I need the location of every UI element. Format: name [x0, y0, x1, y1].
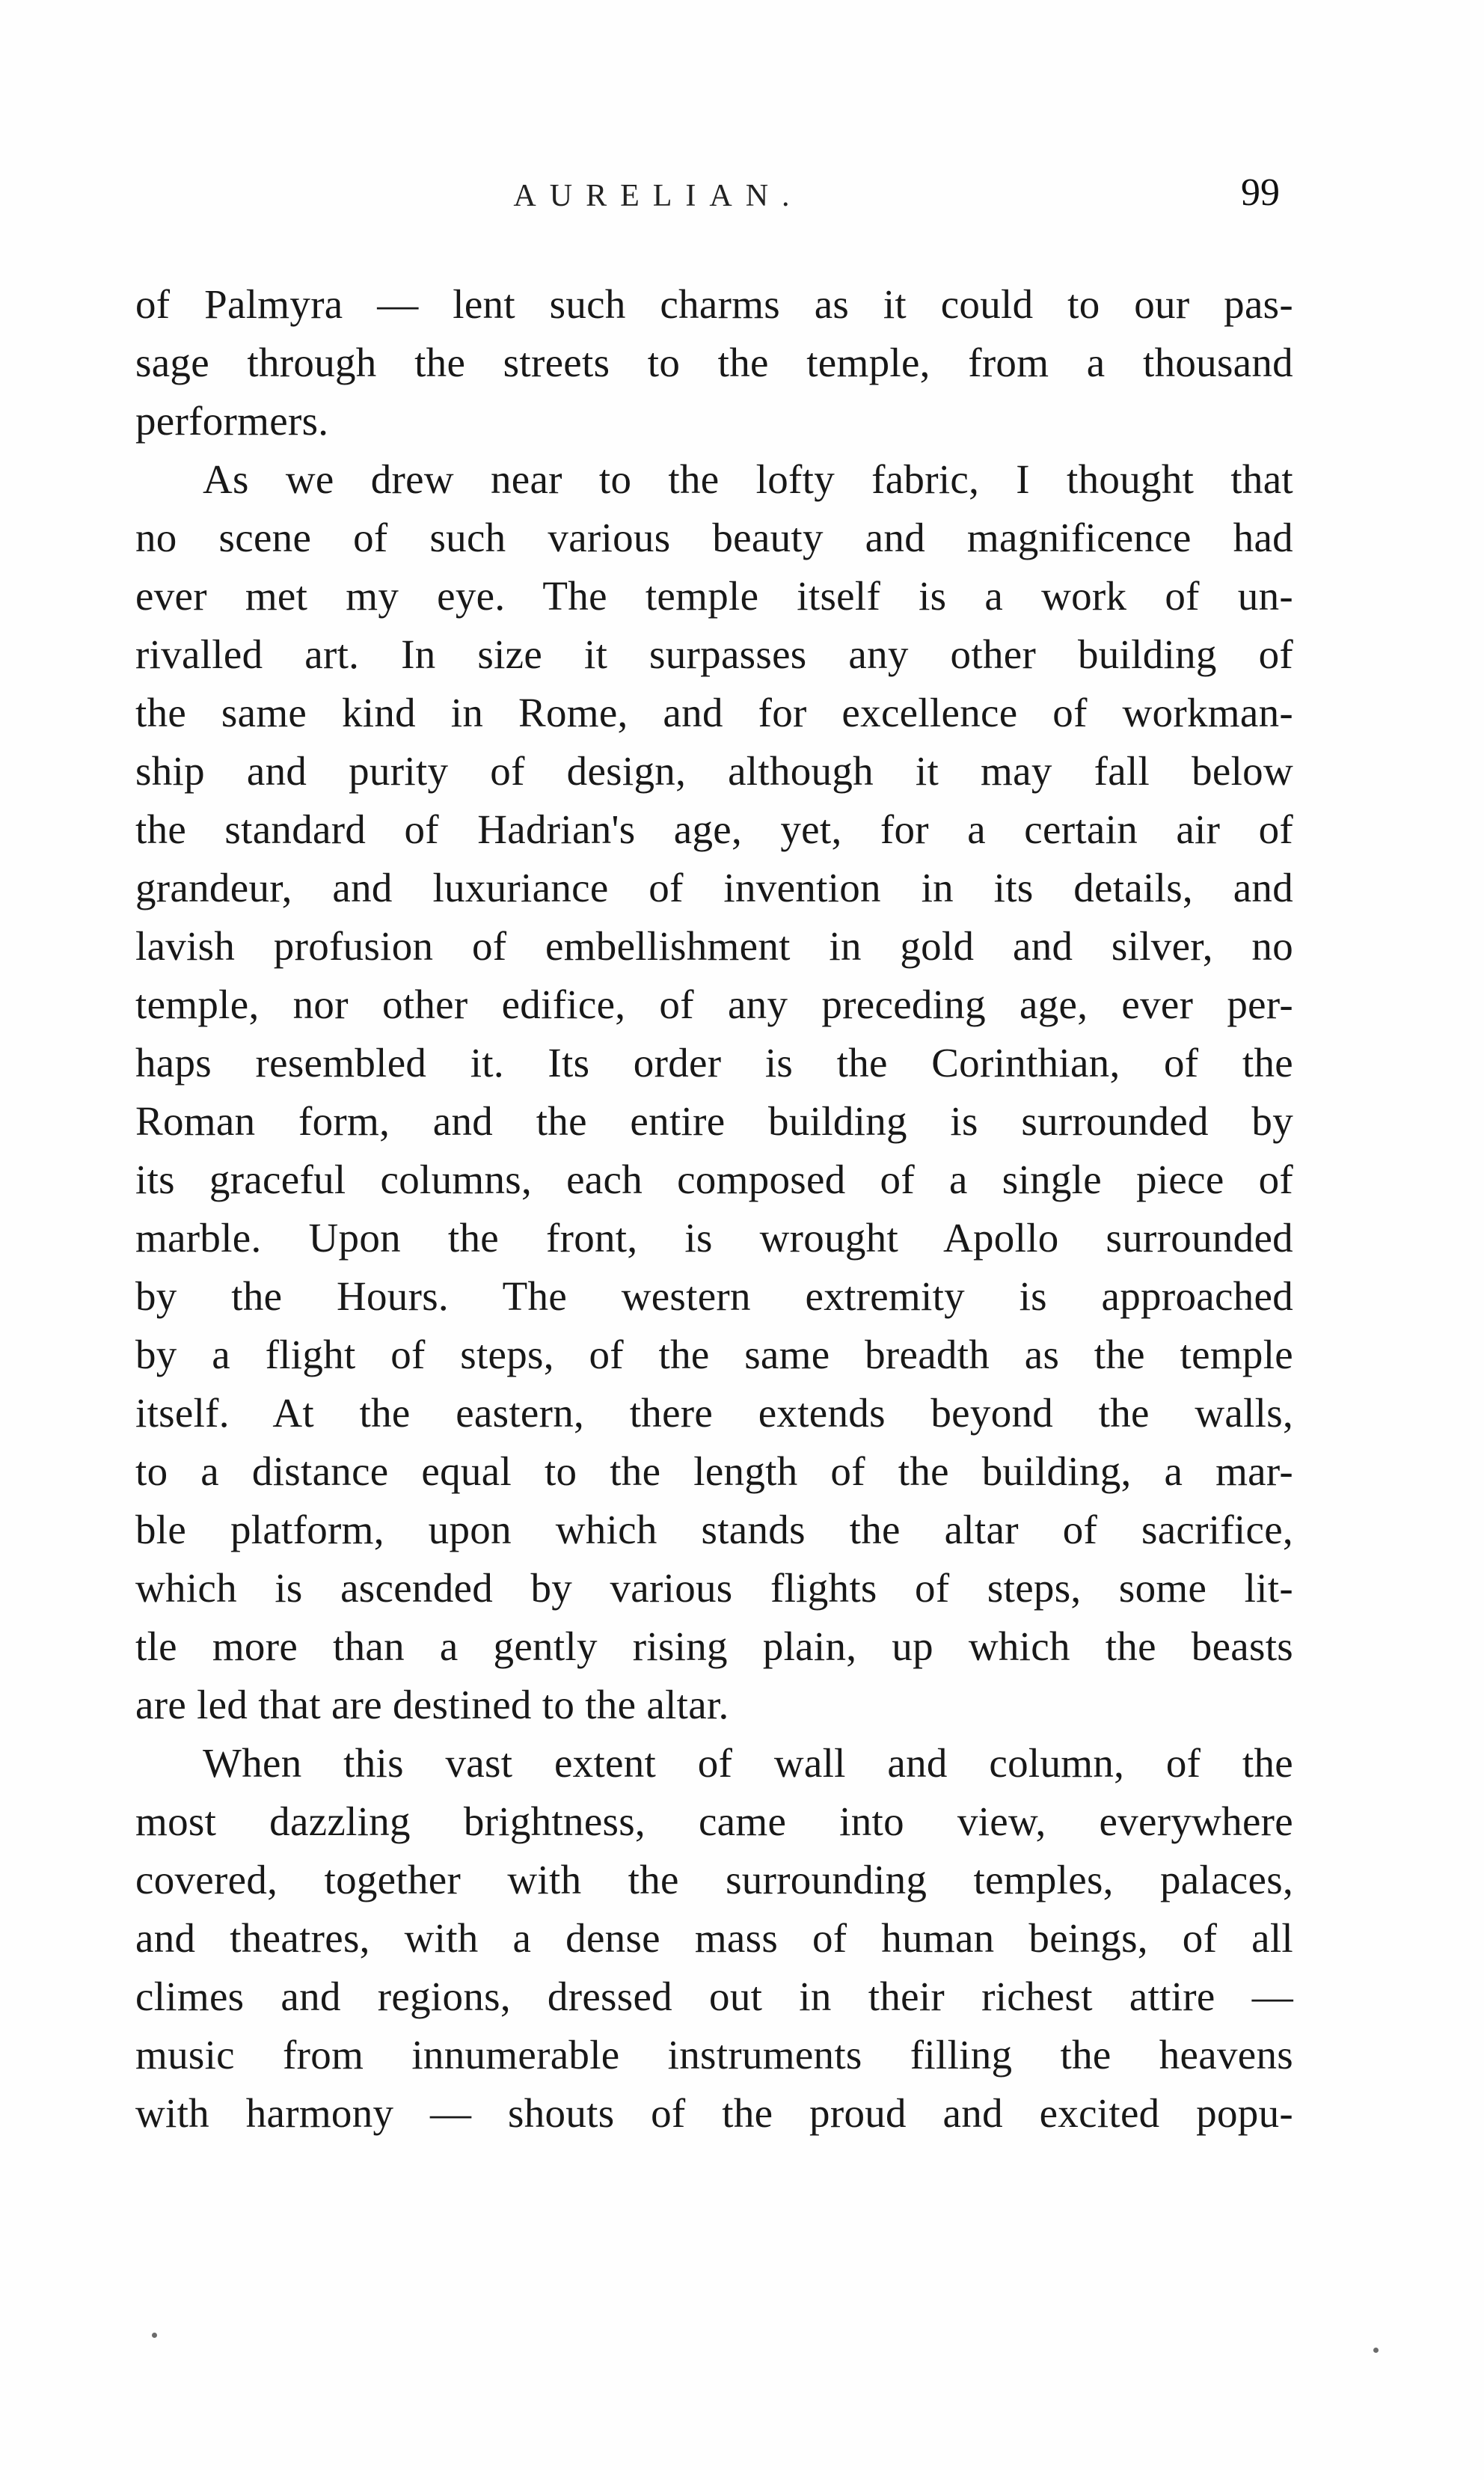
text-line: with harmony — shouts of the proud and excited popu-: [135, 2090, 1293, 2136]
text-line: grandeur, and luxuriance of invention in its details, and: [135, 865, 1293, 910]
paragraph: [135, 275, 1293, 450]
paragraph: [135, 450, 1293, 1734]
text-line: are led that are destined to the altar.: [135, 1682, 729, 1727]
text-line: and theatres, with a dense mass of human beings, of all: [135, 1915, 1293, 1961]
paragraph: [135, 1734, 1293, 2143]
scan-speck: [1373, 2348, 1379, 2353]
text-line: no scene of such various beauty and magnificence had: [135, 515, 1293, 560]
text-line: Roman form, and the entire building is surrounded by: [135, 1098, 1293, 1144]
text-line: of Palmyra — lent such charms as it could to our pas-: [135, 281, 1293, 327]
text-line: itself. At the eastern, there extends beyond the walls,: [135, 1390, 1293, 1436]
text-line: climes and regions, dressed out in their richest attire —: [135, 1974, 1293, 2019]
text-line: temple, nor other edifice, of any preceding age, ever per-: [135, 982, 1293, 1027]
text-line: When this vast extent of wall and column, of the: [203, 1740, 1293, 1786]
text-line: the same kind in Rome, and for excellence of workman-: [135, 690, 1293, 735]
text-line: ble platform, upon which stands the altar of sacrifice,: [135, 1507, 1293, 1552]
text-line: its graceful columns, each composed of a single piece of: [135, 1157, 1293, 1202]
page-header: [135, 171, 1293, 230]
text-line: the standard of Hadrian's age, yet, for a certain air of: [135, 806, 1293, 852]
text-line: which is ascended by various flights of steps, some lit-: [135, 1565, 1293, 1611]
text-line: lavish profusion of embellishment in gold and silver, no: [135, 923, 1293, 969]
text-line: rivalled art. In size it surpasses any other building of: [135, 631, 1293, 677]
text-line: most dazzling brightness, came into view, everywhere: [135, 1798, 1293, 1844]
text-block: [135, 275, 1293, 2143]
text-line: by the Hours. The western extremity is approached: [135, 1273, 1293, 1319]
text-line: tle more than a gently rising plain, up which the beasts: [135, 1623, 1293, 1669]
text-line: by a flight of steps, of the same breadth as the temple: [135, 1332, 1293, 1377]
text-line: sage through the streets to the temple, from a thousand: [135, 340, 1293, 385]
text-line: haps resembled it. Its order is the Corinthian, of the: [135, 1040, 1293, 1086]
text-line: As we drew near to the lofty fabric, I thought that: [203, 456, 1293, 502]
text-line: covered, together with the surrounding temples, palaces,: [135, 1857, 1293, 1902]
text-line: marble. Upon the front, is wrought Apollo surrounded: [135, 1215, 1293, 1261]
running-header: AURELIAN.: [513, 179, 803, 213]
page-number: 99: [1241, 171, 1280, 214]
text-line: music from innumerable instruments filling the heavens: [135, 2032, 1293, 2078]
text-line: ever met my eye. The temple itself is a work of un-: [135, 573, 1293, 619]
text-line: ship and purity of design, although it may fall below: [135, 748, 1293, 794]
scan-speck: [152, 2333, 157, 2338]
text-line: to a distance equal to the length of the building, a mar-: [135, 1448, 1293, 1494]
text-line: performers.: [135, 398, 329, 444]
